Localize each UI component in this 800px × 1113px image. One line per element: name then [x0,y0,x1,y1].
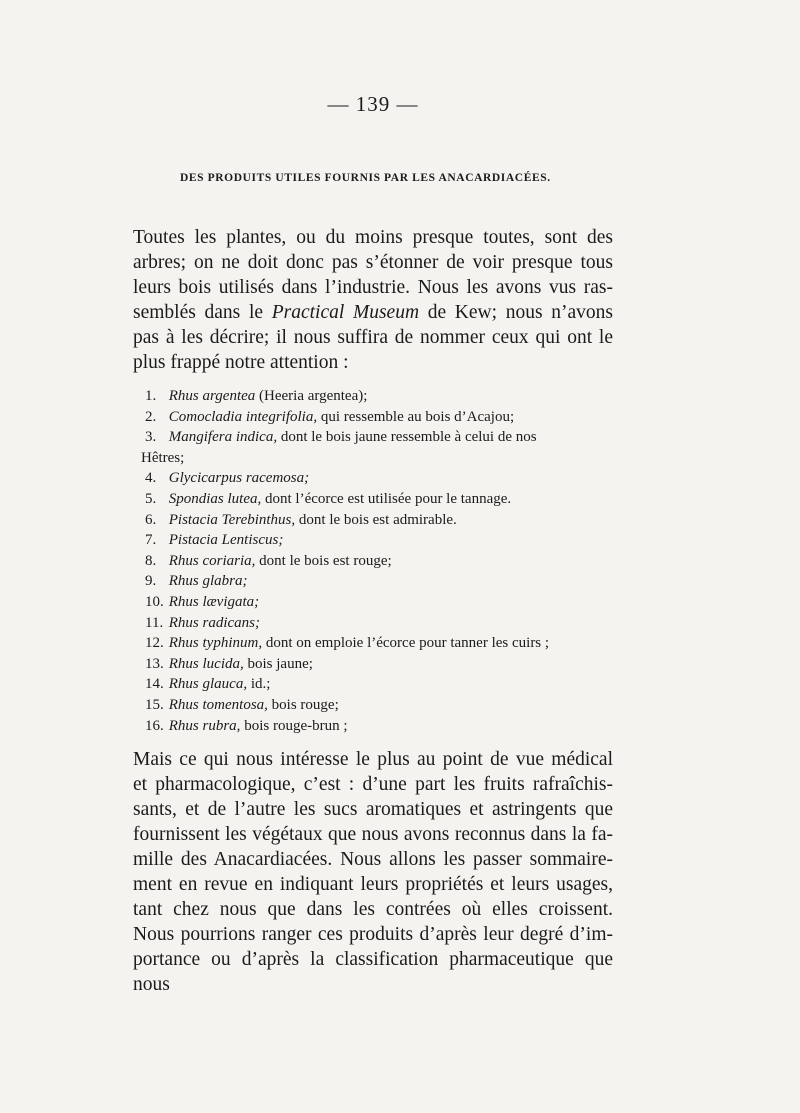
species-name: Rhus glabra; [168,573,248,590]
species-list-item [145,654,615,675]
species-list-item [141,448,615,469]
list-number: 15. [145,696,164,713]
species-list-item [145,571,615,592]
list-number: 11. [145,614,164,631]
species-description: Hêtres; [141,449,185,466]
species-description: bois rouge-brun ; [240,717,348,734]
list-number: 4. [145,470,157,487]
species-description: dont le bois est admirable. [295,511,457,528]
species-description: dont l’écorce est utilisée pour le tannage. [261,490,512,507]
list-number: 1. [145,388,157,404]
section-heading: DES PRODUITS UTILES FOURNIS PAR LES ANACARDIACÉES. [180,172,551,184]
species-name: Comocladia integrifolia, [168,408,318,425]
species-description: dont on emploie l’écorce pour tanner les cuirs ; [262,635,550,652]
paragraph-line: mille des Anacardiacées. Nous allons les passer sommaire- [133,849,613,870]
closing-paragraph [133,747,613,997]
species-description: dont le bois est rouge; [255,552,392,569]
paragraph-line: ment en revue en indiquant leurs propriétés et leurs usages, [133,874,613,895]
page-number: — 139 — [327,92,419,116]
species-name: Rhus typhinum, [168,635,263,652]
list-number: 16. [145,717,164,734]
species-description: id.; [247,676,271,693]
paragraph-line: arbres; on ne doit donc pas s’étonner de voir presque tous [133,252,613,273]
species-list-item [145,386,615,407]
species-list-item [145,674,615,695]
species-list-item [145,510,615,531]
species-name: Rhus tomentosa, [168,696,268,713]
paragraph-line: leurs bois utilisés dans l’industrie. Nous les avons vus ras- [133,277,613,298]
species-list-item [145,716,615,737]
species-name: Glycicarpus racemosa; [168,470,310,487]
list-number: 8. [145,552,157,569]
paragraph-line: plus frappé notre attention : [133,352,349,373]
species-name: Rhus argentea [168,388,256,404]
paragraph-line: sants, et de l’autre les sucs aromatiques et astringents que [133,799,613,820]
species-list-item [145,695,615,716]
paragraph-line: et pharmacologique, c’est : d’une part les fruits rafraîchis- [133,774,613,795]
species-name: Rhus glauca, [168,676,248,693]
species-list [141,386,615,736]
species-description: bois jaune; [243,655,313,672]
paragraph-line: Mais ce qui nous intéresse le plus au point de vue médical [133,749,613,770]
species-name: Rhus rubra, [168,717,241,734]
species-list-item [145,613,615,634]
species-list-item [145,407,615,428]
list-number: 14. [145,676,164,693]
paragraph-line: Nous pourrions ranger ces produits d’après leur degré d’im- [133,924,613,945]
paragraph-line: fournissent les végétaux que nous avons reconnus dans la fa- [133,824,613,845]
species-name: Rhus lævigata; [168,593,260,610]
list-number: 6. [145,511,157,528]
species-list-item [145,592,615,613]
paragraph-line: pas à les décrire; il nous suffira de nommer ceux qui ont le [133,327,613,348]
species-name: Pistacia Lentiscus; [168,532,284,549]
species-description: (Heeria argentea); [255,388,368,404]
list-number: 12. [145,635,164,652]
species-description: qui ressemble au bois d’Acajou; [317,408,515,425]
paragraph-line: Toutes les plantes, ou du moins presque toutes, sont des [133,227,613,248]
intro-paragraph [133,225,613,375]
species-list-item [145,427,615,448]
species-list-item [145,468,615,489]
species-name: Mangifera indica, [168,429,278,446]
list-number: 7. [145,532,157,549]
paragraph-line: portance ou d’après la classification pharmaceutique que nous [133,949,613,995]
paragraph-line: tant chez nous que dans les contrées où elles croissent. [133,899,613,920]
species-name: Pistacia Terebinthus, [168,511,296,528]
species-list-item [145,530,615,551]
species-list-item [145,551,615,572]
species-description: dont le bois jaune ressemble à celui de nos [277,429,537,446]
list-number: 2. [145,408,157,425]
list-number: 13. [145,655,164,672]
species-description: bois rouge; [267,696,339,713]
species-name: Rhus lucida, [168,655,244,672]
species-name: Rhus radicans; [168,614,260,631]
list-number: 9. [145,573,157,590]
species-name: Spondias lutea, [168,490,262,507]
list-number: 3. [145,429,157,446]
list-number: 10. [145,593,164,610]
paragraph-line: semblés dans le Practical Museum de Kew; nous n’avons [133,302,613,323]
list-number: 5. [145,490,157,507]
species-name: Rhus coriaria, [168,552,256,569]
species-list-item [145,633,615,654]
species-list-item [145,489,615,510]
